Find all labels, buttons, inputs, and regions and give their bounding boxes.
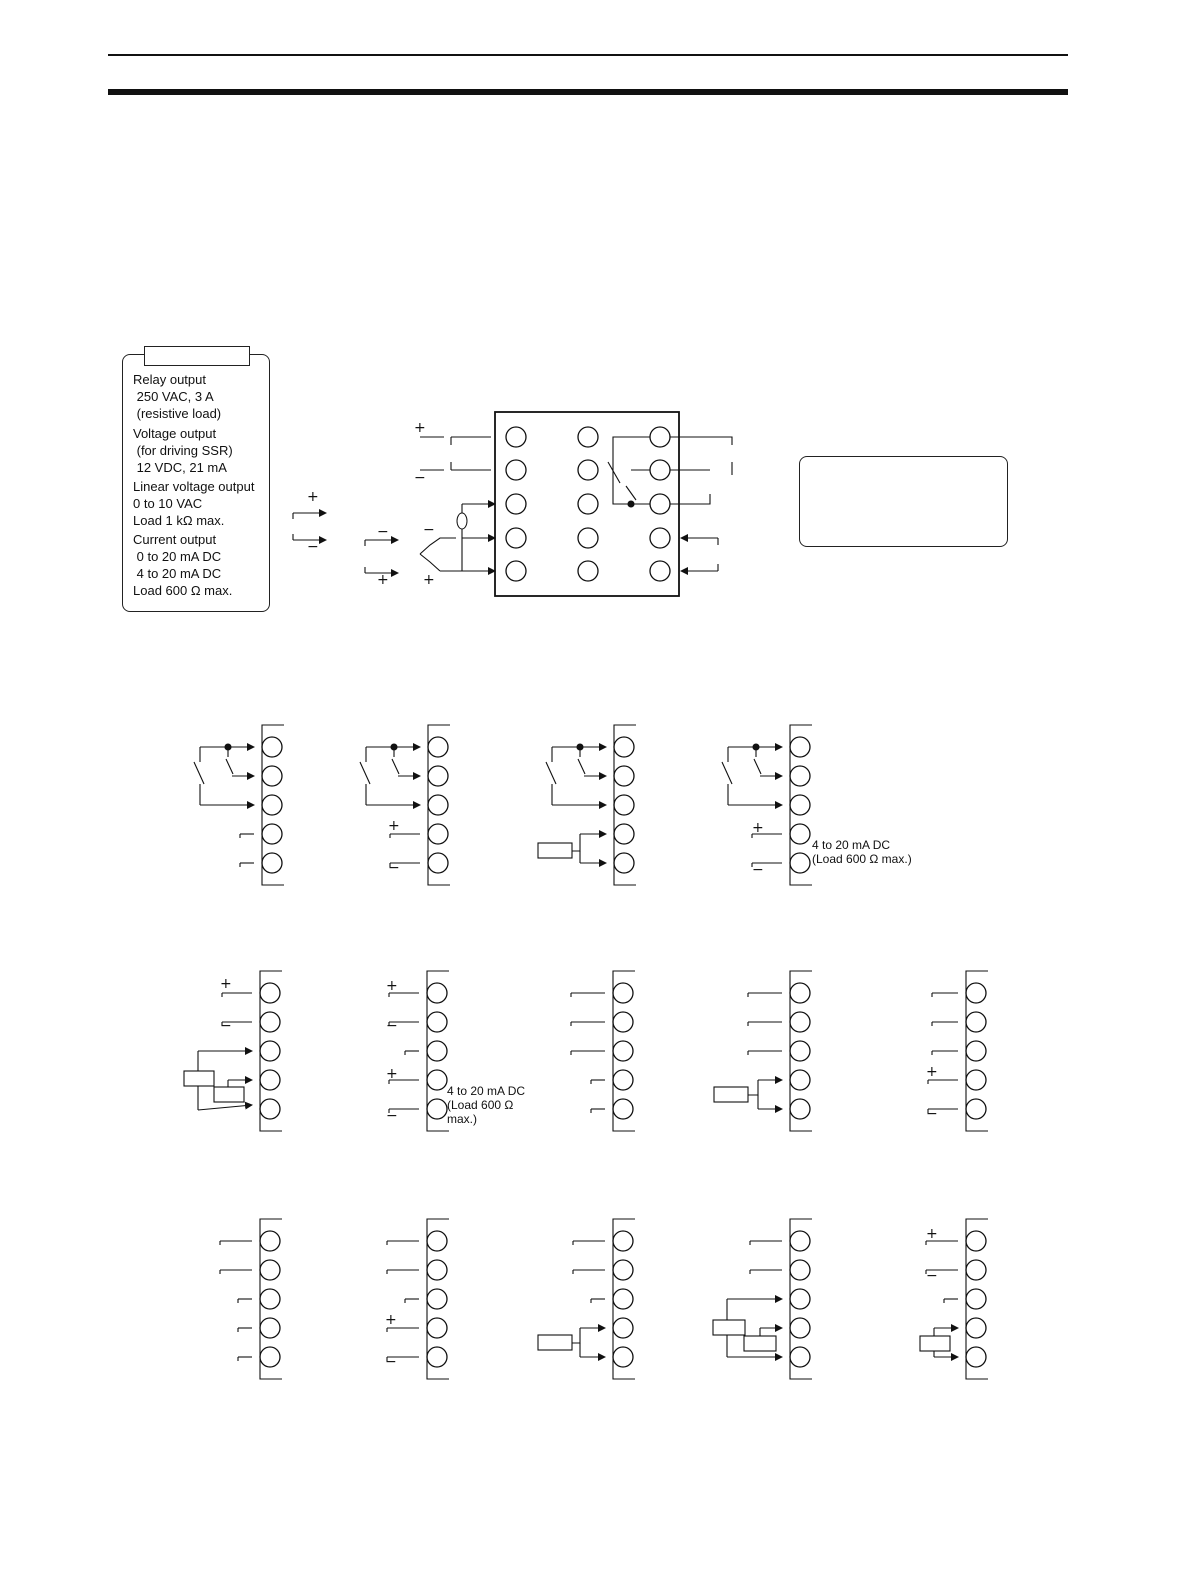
wire — [572, 834, 580, 851]
terminal — [966, 1318, 986, 1338]
terminal-strip — [428, 725, 450, 727]
terminal — [613, 1347, 633, 1367]
plus-symbol: + — [386, 1066, 398, 1082]
terminal-strip — [966, 971, 988, 973]
wire — [613, 437, 650, 470]
output-spec-line: Relay output — [133, 372, 206, 387]
terminal — [790, 1318, 810, 1338]
current-output-note: 4 to 20 mA DC (Load 600 Ω max.) — [447, 1084, 526, 1126]
minus-symbol: − — [414, 470, 426, 486]
terminal — [260, 1041, 280, 1061]
minus-symbol: − — [377, 524, 389, 540]
terminal — [613, 1041, 633, 1061]
plus-symbol: + — [926, 1064, 938, 1080]
output-spec-line: (resistive load) — [133, 406, 222, 421]
plus-symbol: + — [423, 572, 435, 588]
junction-dot — [225, 744, 231, 750]
terminal — [427, 1318, 447, 1338]
output-spec-line: Linear voltage output — [133, 479, 255, 494]
terminal — [613, 1289, 633, 1309]
plus-symbol: + — [414, 420, 426, 436]
current-output-note: 4 to 20 mA DC (Load 600 Ω max.) — [812, 838, 912, 866]
terminal — [260, 983, 280, 1003]
minus-symbol: − — [752, 862, 764, 878]
terminal — [790, 1347, 810, 1367]
terminal — [260, 1318, 280, 1338]
terminal — [428, 737, 448, 757]
minus-symbol: − — [388, 860, 400, 876]
terminal — [260, 1347, 280, 1367]
terminal — [260, 1070, 280, 1090]
terminal — [506, 528, 526, 548]
terminal — [614, 824, 634, 844]
terminal — [427, 1289, 447, 1309]
terminal — [613, 1260, 633, 1280]
terminal — [506, 494, 526, 514]
wire — [572, 1328, 580, 1343]
terminal — [427, 1347, 447, 1367]
junction-dot — [577, 744, 583, 750]
terminal-strip — [966, 1219, 988, 1221]
terminal — [427, 1260, 447, 1280]
terminal — [613, 1231, 633, 1251]
terminal — [262, 853, 282, 873]
terminal — [613, 1099, 633, 1119]
terminal — [790, 1041, 810, 1061]
minus-symbol: − — [926, 1268, 938, 1284]
terminal — [966, 1231, 986, 1251]
terminal — [614, 853, 634, 873]
terminal — [790, 766, 810, 786]
wire — [546, 762, 556, 784]
minus-symbol: − — [386, 1108, 398, 1124]
terminal — [966, 1099, 986, 1119]
terminal — [506, 427, 526, 447]
sensor-box — [538, 843, 572, 858]
terminal-strip — [262, 725, 284, 727]
terminal — [578, 561, 598, 581]
sensor-box — [713, 1320, 745, 1335]
plus-symbol: + — [926, 1226, 938, 1242]
terminal — [613, 1012, 633, 1032]
plus-symbol: + — [220, 976, 232, 992]
terminal-strip — [427, 971, 449, 973]
terminal — [260, 1260, 280, 1280]
minus-symbol: − — [385, 1354, 397, 1370]
minus-symbol: − — [307, 539, 319, 555]
junction-dot — [391, 744, 397, 750]
terminal-strip — [790, 725, 812, 727]
terminal — [790, 1289, 810, 1309]
terminal-group — [260, 412, 986, 1367]
terminal-strip — [613, 971, 635, 973]
output-spec-line: 0 to 20 mA DC — [133, 549, 222, 564]
terminal-strip — [613, 1219, 635, 1221]
terminal — [650, 561, 670, 581]
terminal — [427, 1070, 447, 1090]
terminal-strip — [614, 725, 636, 727]
wire — [608, 462, 620, 483]
terminal — [578, 460, 598, 480]
plus-symbol: + — [385, 1312, 397, 1328]
wire — [748, 1080, 758, 1095]
terminal — [790, 983, 810, 1003]
terminal — [613, 1070, 633, 1090]
terminal-strip — [260, 971, 282, 973]
terminal — [966, 1260, 986, 1280]
sensor-box — [920, 1336, 950, 1351]
terminal — [262, 766, 282, 786]
terminal-strip — [790, 1219, 812, 1221]
terminal — [428, 853, 448, 873]
terminal — [427, 983, 447, 1003]
terminal — [966, 1070, 986, 1090]
plus-symbol: + — [388, 818, 400, 834]
wire — [670, 494, 710, 504]
terminal — [966, 983, 986, 1003]
terminal — [614, 795, 634, 815]
terminal — [790, 737, 810, 757]
output-spec-line: Current output — [133, 532, 217, 547]
sensor-box — [714, 1087, 748, 1102]
plus-symbol: + — [386, 978, 398, 994]
wire — [392, 747, 399, 774]
terminal — [613, 983, 633, 1003]
terminal — [966, 1041, 986, 1061]
output-spec-line: 12 VDC, 21 mA — [133, 460, 227, 475]
junction-dot — [753, 744, 759, 750]
terminal — [262, 795, 282, 815]
terminal — [428, 766, 448, 786]
terminal — [427, 1099, 447, 1119]
terminal — [260, 1012, 280, 1032]
terminal-strip — [427, 1219, 449, 1221]
terminal — [427, 1041, 447, 1061]
terminal — [790, 1099, 810, 1119]
sensor-box — [744, 1336, 776, 1351]
wire — [194, 762, 204, 784]
terminal — [790, 1231, 810, 1251]
terminal — [613, 1318, 633, 1338]
terminal — [427, 1012, 447, 1032]
terminal — [790, 824, 810, 844]
terminal — [578, 494, 598, 514]
terminal — [790, 1012, 810, 1032]
wire — [578, 747, 585, 774]
plus-symbol: + — [752, 820, 764, 836]
output-spec-line: (for driving SSR) — [133, 443, 233, 458]
plus-symbol: + — [307, 489, 319, 505]
terminal — [790, 1260, 810, 1280]
minus-symbol: − — [220, 1018, 232, 1034]
output-spec-line: 0 to 10 VAC — [133, 496, 203, 511]
terminal — [966, 1289, 986, 1309]
terminal — [650, 494, 670, 514]
output-spec-line: Load 600 Ω max. — [133, 583, 233, 598]
terminal-strip — [260, 1219, 282, 1221]
terminal — [614, 766, 634, 786]
terminal — [966, 1347, 986, 1367]
terminal — [428, 824, 448, 844]
minus-symbol: − — [926, 1106, 938, 1122]
wire — [420, 538, 456, 554]
terminal — [790, 853, 810, 873]
terminal — [260, 1099, 280, 1119]
terminal — [506, 561, 526, 581]
wire — [754, 747, 761, 774]
terminal — [790, 795, 810, 815]
wire — [722, 762, 732, 784]
terminal — [650, 460, 670, 480]
terminal — [506, 460, 526, 480]
terminal — [966, 1012, 986, 1032]
terminal — [262, 824, 282, 844]
terminal — [427, 1231, 447, 1251]
polarity-symbol-group — [220, 420, 938, 1370]
plus-symbol: + — [377, 572, 389, 588]
output-spec-line: Load 1 kΩ max. — [133, 513, 225, 528]
minus-symbol: − — [423, 522, 435, 538]
signal-arrow — [198, 1105, 252, 1110]
minus-symbol: − — [386, 1018, 398, 1034]
output-spec-line: Voltage output — [133, 426, 217, 441]
terminal — [260, 1289, 280, 1309]
wire — [420, 554, 440, 571]
terminal — [262, 737, 282, 757]
sensor-symbol — [457, 513, 467, 529]
wire — [360, 762, 370, 784]
terminal — [790, 1070, 810, 1090]
terminal — [428, 795, 448, 815]
terminal — [578, 528, 598, 548]
sensor-box — [184, 1071, 214, 1086]
terminal — [578, 427, 598, 447]
wire — [626, 486, 636, 500]
terminal — [614, 737, 634, 757]
output-spec-line: 4 to 20 mA DC — [133, 566, 222, 581]
output-spec-line: 250 VAC, 3 A — [133, 389, 214, 404]
terminal — [650, 427, 670, 447]
terminal-strip — [790, 971, 812, 973]
sensor-box — [214, 1087, 244, 1102]
terminal — [650, 528, 670, 548]
wire — [226, 747, 233, 774]
terminal — [260, 1231, 280, 1251]
sensor-box — [538, 1335, 572, 1350]
